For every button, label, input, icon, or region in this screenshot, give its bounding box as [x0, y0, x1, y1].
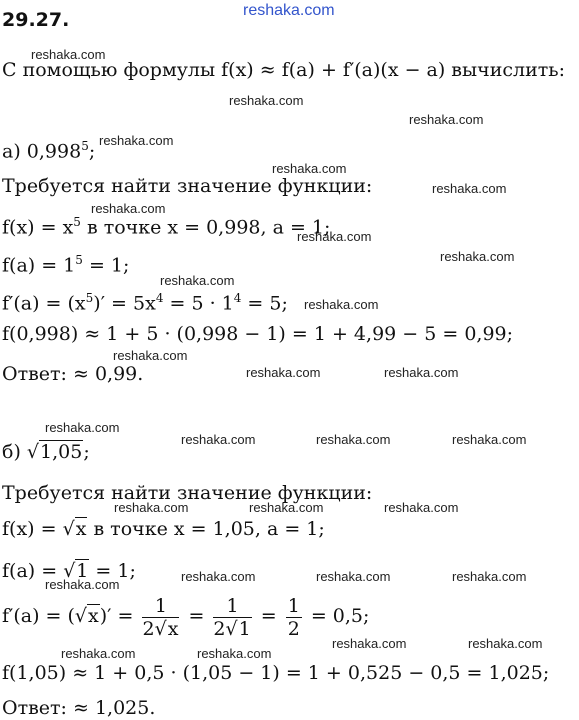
- watermark: reshaka.com: [316, 432, 391, 447]
- part-a-line2-a: f(a) = 1: [2, 254, 76, 277]
- part-a-label: [2, 134, 95, 163]
- part-a-answer: Ответ: ≈ 0,99.: [2, 363, 144, 385]
- fraction-2-denominator: [213, 618, 251, 640]
- part-a-line3-d: = 5;: [241, 292, 288, 315]
- part-b-line2-b: = 1;: [89, 560, 136, 582]
- part-b-label-rad: 1,05: [40, 441, 83, 463]
- watermark-top: reshaka.com: [243, 2, 335, 19]
- part-b-eq1: =: [182, 605, 211, 627]
- fraction-3: [286, 595, 302, 640]
- watermark: reshaka.com: [99, 133, 174, 148]
- fraction-2-den-coef: 2: [213, 617, 226, 640]
- part-b-line3-b: )′ =: [99, 605, 140, 627]
- part-a-label-text: а) 0,998: [2, 140, 82, 163]
- part-a-line2: [2, 248, 129, 277]
- fraction-1: [142, 595, 179, 640]
- watermark: reshaka.com: [91, 201, 166, 216]
- part-a-line1: [2, 210, 330, 239]
- watermark: reshaka.com: [31, 47, 106, 62]
- part-b-label: [2, 440, 90, 464]
- part-a-line3: [2, 286, 288, 315]
- watermark: reshaka.com: [181, 432, 256, 447]
- watermark: reshaka.com: [452, 432, 527, 447]
- part-b-line2: [2, 559, 136, 583]
- fraction-2-numerator: 1: [213, 595, 251, 618]
- watermark: reshaka.com: [229, 93, 304, 108]
- watermark: reshaka.com: [432, 181, 507, 196]
- fraction-3-numerator: 1: [287, 594, 300, 617]
- part-b-label-text: б): [2, 441, 27, 463]
- part-a-line1-exp: 5: [73, 215, 81, 229]
- sqrt-symbol: √1: [63, 560, 89, 582]
- part-a-line1-b: в точке x = 0,998, a = 1;: [80, 216, 331, 239]
- fraction-3-denominator: 2: [287, 617, 300, 640]
- part-a-line4: f(0,998) ≈ 1 + 5 · (0,998 − 1) = 1 + 4,99 − 5 = 0,99;: [2, 323, 514, 345]
- fraction-1-den-coef: 2: [142, 617, 155, 640]
- watermark: reshaka.com: [297, 229, 372, 244]
- part-b-line3-end: = 0,5;: [304, 605, 370, 627]
- watermark: reshaka.com: [160, 273, 235, 288]
- part-b-line4: f(1,05) ≈ 1 + 0,5 · (1,05 − 1) = 1 + 0,525 − 0,5 = 1,025;: [2, 662, 550, 684]
- part-a-line3-e3: 4: [233, 291, 242, 305]
- part-a-line3-e2: 4: [155, 291, 164, 305]
- part-b-line1-rad: x: [75, 518, 87, 540]
- part-a-label-end: ;: [88, 140, 96, 163]
- watermark: reshaka.com: [452, 569, 527, 584]
- fraction-1-den-rad: x: [167, 617, 179, 640]
- part-b-label-end: ;: [83, 441, 90, 463]
- part-b-line3: [2, 592, 369, 640]
- watermark: reshaka.com: [316, 569, 391, 584]
- watermark: reshaka.com: [384, 500, 459, 515]
- sqrt-symbol: √x: [74, 605, 99, 627]
- part-a-line3-c: = 5 · 1: [163, 292, 234, 315]
- part-b-line1-b: в точке x = 1,05, a = 1;: [87, 518, 325, 540]
- watermark: reshaka.com: [114, 500, 189, 515]
- watermark: reshaka.com: [440, 249, 515, 264]
- part-a-line3-e1: 5: [85, 291, 94, 305]
- part-a-line3-a: f′(a) = (x: [2, 292, 86, 315]
- part-b-line1: [2, 517, 325, 541]
- fraction-2: [213, 595, 251, 640]
- part-b-line2-a: f(a) =: [2, 560, 64, 582]
- watermark: reshaka.com: [246, 365, 321, 380]
- sqrt-symbol: √1: [225, 617, 251, 640]
- watermark: reshaka.com: [249, 500, 324, 515]
- watermark: reshaka.com: [45, 577, 120, 592]
- sqrt-symbol: √x: [154, 617, 179, 640]
- part-b-line2-rad: 1: [76, 560, 89, 582]
- fraction-1-numerator: 1: [142, 595, 179, 618]
- watermark: reshaka.com: [384, 365, 459, 380]
- watermark: reshaka.com: [272, 161, 347, 176]
- watermark: reshaka.com: [304, 297, 379, 312]
- watermark: reshaka.com: [332, 636, 407, 651]
- part-b-heading: Требуется найти значение функции:: [2, 482, 373, 504]
- sqrt-symbol: √1,05: [26, 441, 83, 463]
- part-a-line1-a: f(x) = x: [2, 216, 74, 239]
- watermark: reshaka.com: [197, 646, 272, 661]
- watermark: reshaka.com: [468, 636, 543, 651]
- watermark: reshaka.com: [181, 569, 256, 584]
- watermark: reshaka.com: [113, 348, 188, 363]
- part-a-line2-exp: 5: [75, 253, 83, 267]
- part-b-line3-a: f′(a) = (: [2, 605, 75, 627]
- part-b-line1-a: f(x) =: [2, 518, 63, 540]
- watermark: reshaka.com: [45, 420, 120, 435]
- part-a-label-exp: 5: [81, 139, 89, 153]
- sqrt-symbol: √x: [62, 518, 87, 540]
- part-a-line2-b: = 1;: [82, 254, 130, 277]
- fraction-1-denominator: [142, 618, 179, 640]
- problem-intro: С помощью формулы f(x) ≈ f(a) + f′(a)(x − a) вычислить:: [2, 59, 565, 81]
- part-b-eq2: =: [254, 605, 283, 627]
- part-a-heading: Требуется найти значение функции:: [2, 175, 373, 197]
- part-b-line3-rad: x: [88, 605, 99, 627]
- fraction-2-den-rad: 1: [238, 617, 251, 640]
- watermark: reshaka.com: [409, 112, 484, 127]
- part-a-line3-b: )′ = 5x: [93, 292, 156, 315]
- problem-number: 29.27.: [2, 9, 70, 31]
- watermark: reshaka.com: [61, 646, 136, 661]
- part-b-answer: Ответ: ≈ 1,025.: [2, 697, 156, 719]
